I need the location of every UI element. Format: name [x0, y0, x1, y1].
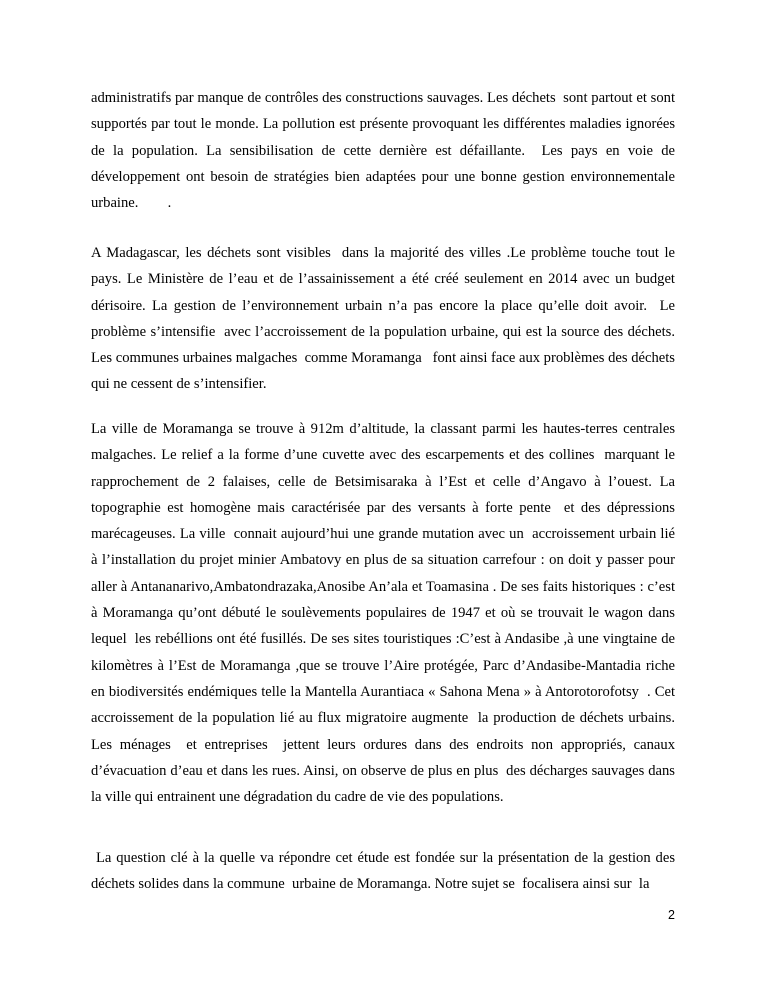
paragraph-research-question: La question clé à la quelle va répondre cet étude est fondée sur la présentation de la gestion des déchets solides dans la commune urbaine de Moramanga. Notre sujet se focalisera ainsi sur la [91, 850, 679, 893]
paragraph-moramanga-description: La ville de Moramanga se trouve à 912m d’altitude, la classant parmi les hautes-terres centrales malgaches. Le relief a la forme d’une cuvette avec des escarpements et des collines marquant le rapprochement de 2 falaises, celle de Betsimisaraka à l’Est et celle d’Angavo à l’ouest. La topographie est homogène mais caractérisée par des versants à forte pente et des dépressions marécageuses. La ville connait aujourd’hui une grande mutation avec un accroissement urbain lié à l’installation du projet minier Ambatovy en plus de sa situation carrefour : on doit y passer pour aller à Antananarivo,Ambatondrazaka,Anosibe An’ala et Toamasina . De ses faits historiques : c’est à Moramanga qu’ont débuté le soulèvements populaires de 1947 et où se trouvait le wagon dans lequel les rebéllions ont été fusillés. De ses sites touristiques :C’est à Andasibe ,à une vingtaine de kilomètres à l’Est de Moramanga ,que se trouve l’Aire protégée, Parc d’Andasibe-Mantadia riche en biodiversités endémiques telle la Mantella Aurantiaca « Sahona Mena » à Antorotorofotsy . Cet accroissement de la population lié au flux migratoire augmente la production de déchets urbains. Les ménages et entreprises jettent leurs ordures dans des endroits non appropriés, canaux d’évacuation d’eau et dans les rues. Ainsi, on observe de plus en plus des décharges sauvages dans la ville qui entrainent une dégradation du cadre de vie des populations. [91, 421, 683, 806]
paragraph-pollution-context: administratifs par manque de contrôles des constructions sauvages. Les déchets sont partout et sont supportés par tout le monde. La pollution est présente provoquant les différentes maladies ignorées de la population. La sensibilisation de cette dernière est défaillante. Les pays en voie de développement ont besoin de stratégies bien adaptées pour une bonne gestion environnementale urbaine. . [91, 90, 683, 212]
page-number: 2 [668, 908, 675, 922]
paragraph-madagascar-waste: A Madagascar, les déchets sont visibles dans la majorité des villes .Le problème touche tout le pays. Le Ministère de l’eau et de l’assainissement a été créé seulement en 2014 avec un budget dérisoire. La gestion de l’environnement urbain n’a pas encore la place qu’elle doit avoir. Le problème s’intensifie avec l’accroissement de la population urbaine, qui est la source des déchets. Les communes urbaines malgaches comme Moramanga font ainsi face aux problèmes des déchets qui ne cessent de s’intensifier. [91, 245, 679, 393]
